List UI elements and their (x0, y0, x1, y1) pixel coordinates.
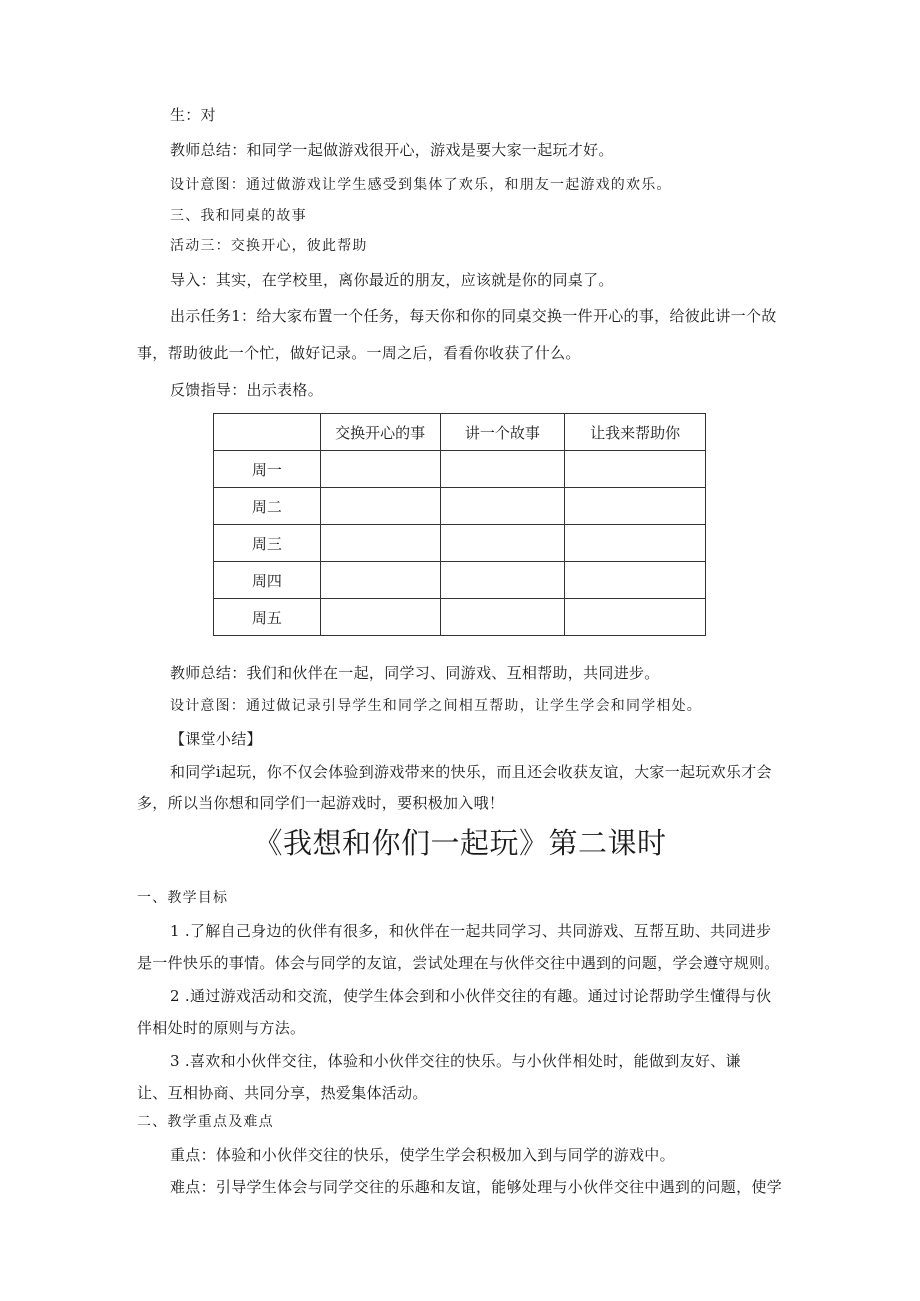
key-point: 重点：体验和小伙伴交往的快乐，使学生学会积极加入到与同学的游戏中。 (170, 1146, 675, 1164)
row-label: 周五 (214, 599, 321, 636)
table-cell (440, 488, 565, 525)
table-row (214, 525, 706, 562)
goal3-line2: 让、互相协商、共同分享，热爱集体活动。 (137, 1084, 428, 1102)
teacher-summary-1: 教师总结：和同学一起做游戏很开心，游戏是要大家一起玩才好。 (170, 141, 614, 159)
summary-line1: 和同学i起玩，你不仅会体验到游戏带来的快乐，而且还会收获友谊，大家一起玩欢乐才会 (170, 763, 772, 781)
row-label: 周一 (214, 451, 321, 488)
task-paragraph-line2: 事，帮助彼此一个忙，做好记录。一周之后，看看你收获了什么。 (137, 344, 581, 362)
table-header-row (214, 414, 706, 451)
goal1-line2: 是一件快乐的事情。体会与同学的友谊，尝试处理在与伙伴交往中遇到的问题，学会遵守规则。 (137, 954, 780, 972)
table-cell (440, 599, 565, 636)
table-header-cell: 讲一个故事 (440, 414, 565, 451)
lesson-title: 《我想和你们一起玩》第二课时 (253, 826, 667, 860)
table-header-cell: 交换开心的事 (320, 414, 440, 451)
row-label: 周二 (214, 488, 321, 525)
table-row (214, 451, 706, 488)
class-summary-label: 【课堂小结】 (170, 730, 262, 748)
weekly-record-table (213, 413, 706, 636)
table-cell (320, 488, 440, 525)
table-cell (320, 599, 440, 636)
intro-paragraph: 导入：其实，在学校里，离你最近的朋友，应该就是你的同桌了。 (170, 271, 614, 289)
table-header-cell: 让我来帮助你 (565, 414, 706, 451)
section-heading-key-points: 二、教学重点及难点 (137, 1114, 274, 1130)
table-cell (440, 451, 565, 488)
activity-3: 活动三：交换开心，彼此帮助 (170, 238, 368, 254)
table-cell (565, 599, 706, 636)
section-heading-goals: 一、教学目标 (137, 890, 229, 906)
table-cell (320, 562, 440, 599)
design-intent-2: 设计意图：通过做记录引导学生和同学之间相互帮助，让学生学会和同学相处。 (170, 698, 702, 714)
goal3-line1: 3 .喜欢和小伙伴交往，体验和小伙伴交往的快乐。与小伙伴相处时，能做到友好、谦 (170, 1052, 741, 1070)
table-cell (565, 451, 706, 488)
goal2-line2: 伴相处时的原则与方法。 (137, 1019, 306, 1037)
goal1-line1: 1 .了解自己身边的伙伴有很多，和伙伴在一起共同学习、共同游戏、互帮互助、共同进步 (170, 922, 772, 940)
design-intent-1: 设计意图：通过做游戏让学生感受到集体了欢乐，和朋友一起游戏的欢乐。 (170, 177, 672, 193)
table-row (214, 562, 706, 599)
section-heading-3: 三、我和同桌的故事 (170, 208, 307, 224)
table-cell (320, 451, 440, 488)
table-cell (440, 525, 565, 562)
difficult-point: 难点：引导学生体会与同学交往的乐趣和友谊，能够处理与小伙伴交往中遇到的问题，使学 (170, 1178, 783, 1196)
row-label: 周三 (214, 525, 321, 562)
feedback-paragraph: 反馈指导：出示表格。 (170, 381, 324, 399)
teacher-summary-2: 教师总结：我们和伙伴在一起，同学习、同游戏、互相帮助，共同进步。 (170, 664, 660, 682)
table-cell (320, 525, 440, 562)
table-cell (565, 562, 706, 599)
table-cell (440, 562, 565, 599)
table-row (214, 488, 706, 525)
table-header-cell (214, 414, 321, 451)
task-paragraph-line1: 出示任务1：给大家布置一个任务，每天你和你的同桌交换一件开心的事，给彼此讲一个故 (170, 307, 777, 325)
table-cell (565, 525, 706, 562)
student-reply: 生：对 (170, 106, 216, 124)
summary-line2: 多，所以当你想和同学们一起游戏时，要积极加入哦！ (137, 794, 505, 812)
table-row (214, 599, 706, 636)
goal2-line1: 2 .通过游戏活动和交流，使学生体会到和小伙伴交往的有趣。通过讨论帮助学生懂得与伙 (170, 987, 772, 1005)
row-label: 周四 (214, 562, 321, 599)
table-cell (565, 488, 706, 525)
